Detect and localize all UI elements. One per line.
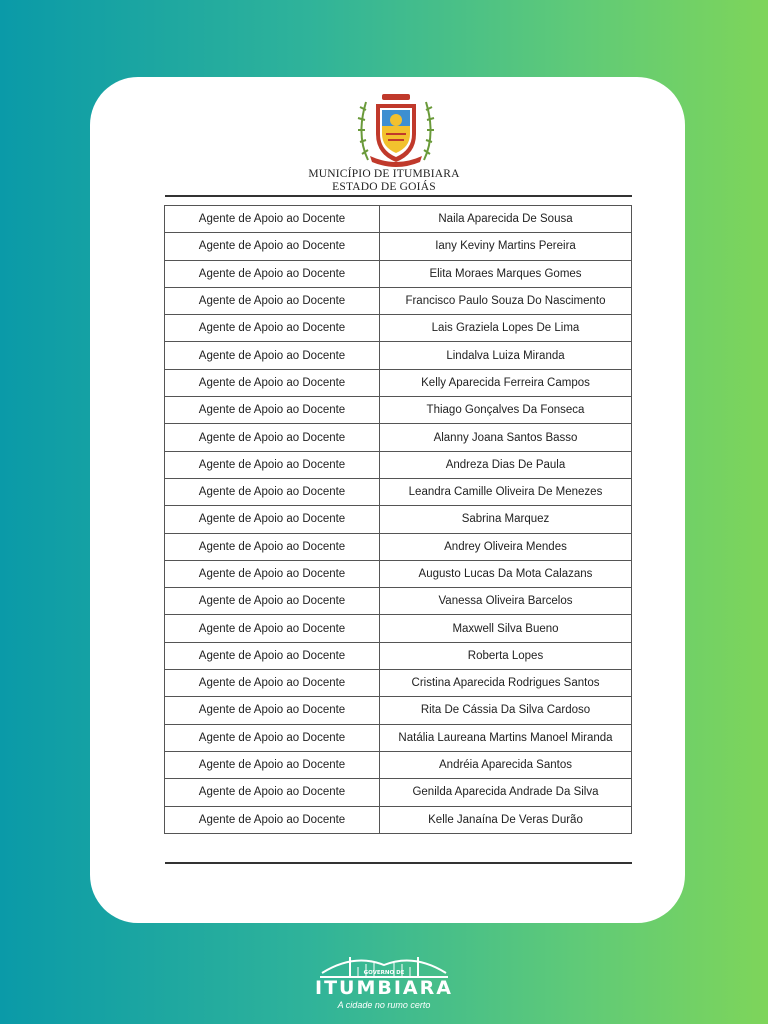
table-row	[165, 451, 632, 478]
table-row	[165, 424, 632, 451]
municipality-title: MUNICÍPIO DE ITUMBIARA	[308, 168, 460, 180]
table-row	[165, 806, 632, 833]
table-row	[165, 724, 632, 751]
position-cell: Agente de Apoio ao Docente	[165, 506, 380, 533]
name-cell: Naila Aparecida De Sousa	[380, 206, 632, 233]
position-cell: Agente de Apoio ao Docente	[165, 233, 380, 260]
position-cell: Agente de Apoio ao Docente	[165, 670, 380, 697]
table-row	[165, 397, 632, 424]
position-cell: Agente de Apoio ao Docente	[165, 779, 380, 806]
header-divider	[165, 195, 632, 197]
table-row	[165, 260, 632, 287]
position-cell: Agente de Apoio ao Docente	[165, 369, 380, 396]
table-row	[165, 478, 632, 505]
name-cell: Andréia Aparecida Santos	[380, 751, 632, 778]
name-cell: Roberta Lopes	[380, 642, 632, 669]
name-cell: Natália Laureana Martins Manoel Miranda	[380, 724, 632, 751]
name-cell: Genilda Aparecida Andrade Da Silva	[380, 779, 632, 806]
position-cell: Agente de Apoio ao Docente	[165, 806, 380, 833]
table-row	[165, 533, 632, 560]
position-cell: Agente de Apoio ao Docente	[165, 724, 380, 751]
table-row	[165, 615, 632, 642]
position-cell: Agente de Apoio ao Docente	[165, 206, 380, 233]
position-cell: Agente de Apoio ao Docente	[165, 533, 380, 560]
position-cell: Agente de Apoio ao Docente	[165, 642, 380, 669]
table-row	[165, 206, 632, 233]
roster-table	[164, 205, 632, 834]
table-row	[165, 342, 632, 369]
name-cell: Lais Graziela Lopes De Lima	[380, 315, 632, 342]
name-cell: Augusto Lucas Da Mota Calazans	[380, 560, 632, 587]
table-row	[165, 560, 632, 587]
table-row	[165, 588, 632, 615]
name-cell: Cristina Aparecida Rodrigues Santos	[380, 670, 632, 697]
position-cell: Agente de Apoio ao Docente	[165, 287, 380, 314]
position-cell: Agente de Apoio ao Docente	[165, 397, 380, 424]
position-cell: Agente de Apoio ao Docente	[165, 615, 380, 642]
name-cell: Leandra Camille Oliveira De Menezes	[380, 478, 632, 505]
position-cell: Agente de Apoio ao Docente	[165, 751, 380, 778]
name-cell: Lindalva Luiza Miranda	[380, 342, 632, 369]
name-cell: Sabrina Marquez	[380, 506, 632, 533]
name-cell: Maxwell Silva Bueno	[380, 615, 632, 642]
name-cell: Francisco Paulo Souza Do Nascimento	[380, 287, 632, 314]
position-cell: Agente de Apoio ao Docente	[165, 588, 380, 615]
table-row	[165, 369, 632, 396]
table-row	[165, 670, 632, 697]
name-cell: Kelly Aparecida Ferreira Campos	[380, 369, 632, 396]
name-cell: Thiago Gonçalves Da Fonseca	[380, 397, 632, 424]
position-cell: Agente de Apoio ao Docente	[165, 342, 380, 369]
table-row	[165, 233, 632, 260]
table-row	[165, 779, 632, 806]
brand-name: ITUMBIARA	[315, 977, 453, 999]
footer-divider	[165, 862, 632, 864]
brand-tagline: A cidade no rumo certo	[337, 1000, 431, 1010]
position-cell: Agente de Apoio ao Docente	[165, 478, 380, 505]
position-cell: Agente de Apoio ao Docente	[165, 560, 380, 587]
municipal-coat-of-arms-icon	[354, 90, 438, 170]
table-row	[165, 642, 632, 669]
table-row	[165, 287, 632, 314]
table-row	[165, 315, 632, 342]
name-cell: Elita Moraes Marques Gomes	[380, 260, 632, 287]
position-cell: Agente de Apoio ao Docente	[165, 260, 380, 287]
name-cell: Andreza Dias De Paula	[380, 451, 632, 478]
name-cell: Vanessa Oliveira Barcelos	[380, 588, 632, 615]
table-row	[165, 751, 632, 778]
name-cell: Rita De Cássia Da Silva Cardoso	[380, 697, 632, 724]
name-cell: Alanny Joana Santos Basso	[380, 424, 632, 451]
position-cell: Agente de Apoio ao Docente	[165, 697, 380, 724]
name-cell: Kelle Janaína De Veras Durão	[380, 806, 632, 833]
name-cell: Andrey Oliveira Mendes	[380, 533, 632, 560]
position-cell: Agente de Apoio ao Docente	[165, 451, 380, 478]
brand-small-text: GOVERNO DE	[363, 970, 405, 976]
state-title: ESTADO DE GOIÁS	[332, 181, 436, 193]
position-cell: Agente de Apoio ao Docente	[165, 424, 380, 451]
table-row	[165, 697, 632, 724]
position-cell: Agente de Apoio ao Docente	[165, 315, 380, 342]
name-cell: Iany Keviny Martins Pereira	[380, 233, 632, 260]
table-row	[165, 506, 632, 533]
